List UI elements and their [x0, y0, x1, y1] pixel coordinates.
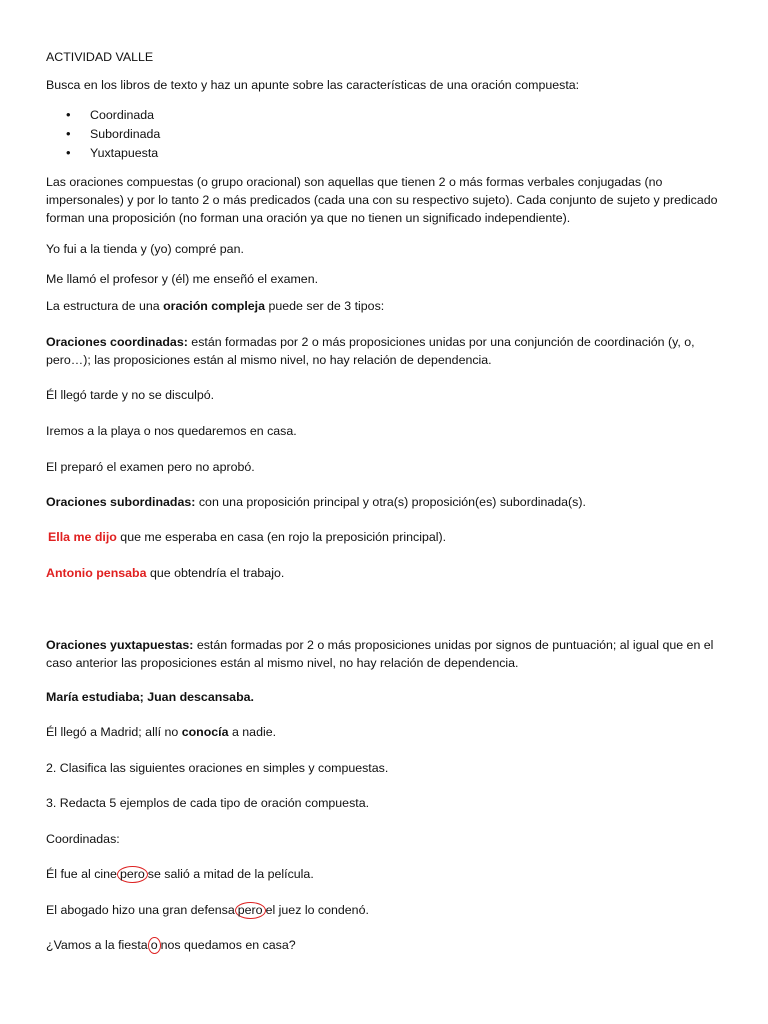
example-sentence — [46, 723, 726, 741]
example-sentence — [48, 528, 728, 546]
section-label: Oraciones yuxtapuestas: — [46, 638, 194, 652]
example-sentence: Yo fui a la tienda y (yo) compré pan. — [46, 242, 244, 256]
circled-conjunction: o — [148, 937, 161, 954]
example-post: nos quedamos en casa? — [160, 938, 296, 952]
yuxtapuestas-paragraph — [46, 636, 726, 672]
example-pre: El abogado hizo una gran defensa — [46, 903, 235, 917]
task-3: 3. Redacta 5 ejemplos de cada tipo de oración compuesta. — [46, 796, 370, 810]
example-sentence: El preparó el examen pero no aprobó. — [46, 460, 255, 474]
principal-clause: Ella me dijo — [48, 530, 117, 544]
coord-example — [46, 936, 726, 954]
example-pre: Él llegó a Madrid; allí no — [46, 725, 182, 739]
circled-conjunction: pero — [235, 902, 266, 919]
subordinate-clause: que obtendría el trabajo. — [146, 566, 285, 580]
coordinadas-heading: Coordinadas: — [46, 832, 120, 846]
example-sentence: Me llamó el profesor y (él) me enseñó el examen. — [46, 272, 319, 286]
example-sentence: Él llegó tarde y no se disculpó. — [46, 388, 215, 402]
principal-clause: Antonio pensaba — [46, 566, 147, 580]
example-sentence: María estudiaba; Juan descansaba. — [46, 690, 254, 704]
example-post: el juez lo condenó. — [265, 903, 369, 917]
section-label: Oraciones coordinadas: — [46, 335, 188, 349]
example-post: se salió a mitad de la película. — [147, 867, 314, 881]
example-pre: ¿Vamos a la fiesta — [46, 938, 148, 952]
section-label: Oraciones subordinadas: — [46, 495, 196, 509]
bullet-item: • Coordinada — [46, 106, 160, 125]
circled-conjunction: pero — [117, 866, 148, 883]
bullet-item: • Subordinada — [46, 125, 160, 144]
example-post: a nadie. — [228, 725, 277, 739]
bullet-item: • Yuxtapuesta — [46, 144, 160, 163]
task-2: 2. Clasifica las siguientes oraciones en simples y compuestas. — [46, 761, 389, 775]
subordinadas-paragraph — [46, 493, 726, 511]
section-text: con una proposición principal y otra(s) proposición(es) subordinada(s). — [195, 495, 586, 509]
subordinate-clause: que me esperaba en casa (en rojo la preposición principal). — [116, 530, 447, 544]
coord-example — [46, 865, 726, 883]
type-bullet-list — [46, 106, 160, 163]
example-pre: Él fue al cine — [46, 867, 117, 881]
definition-paragraph: Las oraciones compuestas (o grupo oracional) son aquellas que tienen 2 o más formas verbales conjugadas (no impersonales) y por lo tanto 2 o más predicados (cada una con su respectivo sujeto). Cada conjunto de sujeto y predicado forman una proposición (no forman una oración ya que no tienen un significado independiente). — [46, 175, 718, 225]
example-sentence: Iremos a la playa o nos quedaremos en casa. — [46, 424, 297, 438]
section-text: están formadas por 2 o más proposiciones unidas por una conjunción de coordinación (y, o, pero…); las proposiciones están al mismo nivel, no hay relación de dependencia. — [46, 335, 695, 367]
structure-post: puede ser de 3 tipos: — [265, 299, 385, 313]
structure-bold: oración compleja — [163, 299, 266, 313]
structure-sentence — [46, 297, 726, 315]
section-text: están formadas por 2 o más proposiciones unidas por signos de puntuación; al igual que en el caso anterior las proposiciones están al mismo nivel, no hay relación de dependencia. — [46, 638, 714, 670]
document-title: ACTIVIDAD VALLE — [46, 50, 154, 64]
coordinadas-paragraph — [46, 333, 726, 369]
example-sentence — [46, 564, 726, 582]
intro-paragraph: Busca en los libros de texto y haz un apunte sobre las características de una oración compuesta: — [46, 78, 580, 92]
example-bold: conocía — [181, 725, 229, 739]
coord-example — [46, 901, 726, 919]
structure-pre: La estructura de una — [46, 299, 164, 313]
